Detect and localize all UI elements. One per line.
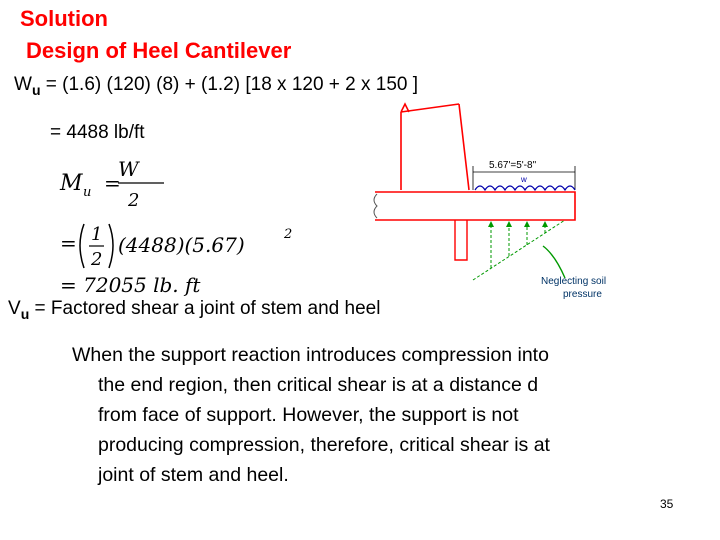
moment-denominator: 2 [128,190,140,211]
vu-text: = Factored shear a joint of stem and heel [29,298,381,319]
reaction-arrows [488,221,548,268]
para-line: When the support reaction introduces compression into [72,344,549,366]
paren-left [80,224,84,268]
vu-subscript: u [20,305,30,322]
paren-right [109,224,113,268]
para-line: producing compression, therefore, critical shear is at [98,434,550,456]
eq-sign-2: = [60,231,77,255]
page-number: 35 [660,497,674,511]
note-line2: pressure [563,289,602,300]
half-numerator: 1 [91,224,103,245]
moment-symbol: M [60,171,83,196]
vu-symbol: V [8,298,21,319]
title-heel-design: Design of Heel Cantilever [26,38,292,63]
moment-result: = 72055 lb. ft [60,273,201,297]
wu-subscript: u [31,81,41,98]
break-line [374,194,377,218]
para-line: from face of support. However, the support is not [98,404,519,426]
wu-result: = 4488 lb/ft [50,122,145,143]
load-label: w [521,175,527,184]
moment-subscript: u [83,185,92,200]
pressure-line [473,220,565,280]
moment-expression: (4488)(5.67) [118,233,245,257]
stem-wall [401,104,469,190]
shear-key [455,220,467,260]
moment-exponent: 2 [284,227,293,242]
moment-numerator: W [118,157,139,181]
half-denominator: 2 [91,249,103,270]
title-solution: Solution [20,6,108,31]
wu-equation [14,74,418,98]
note-line1: Neglecting soil [541,276,607,287]
wu-rhs: = (1.6) (120) (8) + (1.2) [18 x 120 + 2 x 150 ] [40,74,419,95]
dimension-label: 5.67'=5'-8" [489,160,537,171]
moment-equation [58,150,318,300]
vu-definition [8,298,380,322]
para-line: joint of stem and heel. [98,464,289,486]
eq-sign-1: = [104,171,121,195]
heel-diagram [365,100,607,305]
base-slab [375,192,575,220]
para-line: the end region, then critical shear is at a distance d [98,374,539,396]
note-arrow [543,246,565,278]
wu-symbol: W [14,74,32,95]
distributed-load [475,186,575,190]
shear-explanation [72,340,676,490]
